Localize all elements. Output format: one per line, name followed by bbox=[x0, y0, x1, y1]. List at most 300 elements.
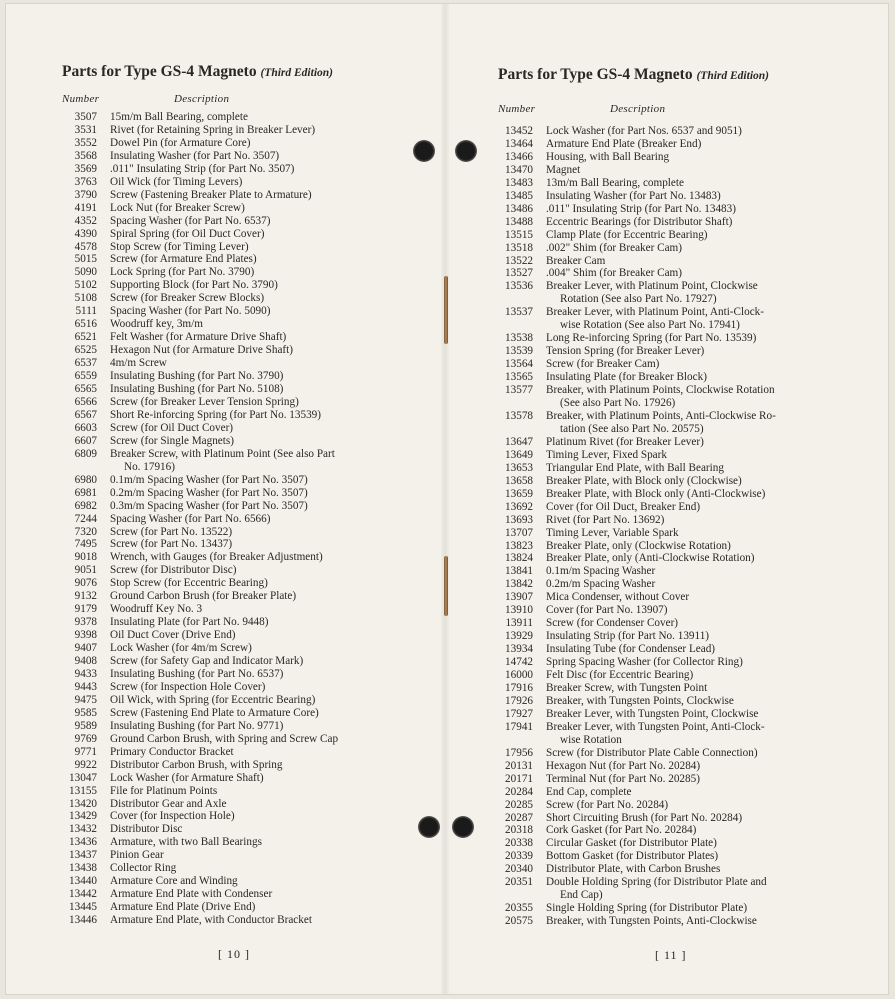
part-number: 13707 bbox=[505, 526, 533, 539]
part-number: 13537 bbox=[505, 306, 533, 319]
part-description bbox=[546, 514, 850, 527]
part-description bbox=[546, 760, 850, 773]
part-number: 13538 bbox=[505, 332, 533, 345]
part-number: 17926 bbox=[505, 694, 533, 707]
part-description bbox=[110, 655, 414, 668]
description-line: Screw (for Inspection Hole Cover) bbox=[110, 680, 266, 693]
part-description bbox=[110, 707, 414, 720]
part-number: 6521 bbox=[74, 331, 97, 344]
part-row bbox=[62, 409, 414, 422]
part-description bbox=[110, 590, 414, 603]
part-row bbox=[498, 656, 850, 669]
description-column-header: Description bbox=[610, 103, 666, 115]
part-description bbox=[110, 577, 414, 590]
part-number: 13539 bbox=[505, 345, 533, 358]
description-line: No. 17916) bbox=[124, 460, 175, 473]
part-row bbox=[62, 253, 414, 266]
description-line: Insulating Washer (for Part No. 3507) bbox=[110, 149, 280, 162]
part-description bbox=[546, 540, 850, 553]
part-row bbox=[62, 707, 414, 720]
description-line: Rivet (for Part No. 13692) bbox=[546, 513, 665, 526]
part-number: 20355 bbox=[505, 902, 533, 915]
description-line: Cover (for Part No. 13907) bbox=[546, 604, 668, 617]
part-description bbox=[546, 371, 850, 384]
part-description bbox=[546, 747, 850, 760]
description-line: Screw (for Breaker Cam) bbox=[546, 358, 660, 371]
description-line: .004" Shim (for Breaker Cam) bbox=[546, 267, 682, 280]
part-row bbox=[62, 357, 414, 370]
description-line: Double Holding Spring (for Distributor Plate and bbox=[546, 876, 767, 889]
part-description bbox=[546, 643, 850, 656]
part-row bbox=[62, 642, 414, 655]
part-description bbox=[110, 111, 414, 124]
part-row bbox=[62, 176, 414, 189]
description-line: Insulating Bushing (for Part No. 6537) bbox=[110, 667, 284, 680]
description-line: Lock Washer (for Part Nos. 6537 and 9051) bbox=[546, 125, 742, 137]
part-description bbox=[110, 733, 414, 746]
description-line: Insulating Bushing (for Part No. 3790) bbox=[110, 370, 284, 383]
part-number: 6565 bbox=[74, 383, 97, 396]
part-description bbox=[546, 552, 850, 565]
part-row bbox=[62, 487, 414, 500]
part-number: 6567 bbox=[74, 408, 97, 421]
part-description bbox=[110, 849, 414, 862]
part-number: 9433 bbox=[74, 667, 97, 680]
part-description bbox=[110, 603, 414, 616]
part-number: 9771 bbox=[74, 745, 97, 758]
description-line: Oil Duct Cover (Drive End) bbox=[110, 629, 236, 642]
part-description bbox=[110, 409, 414, 422]
part-description bbox=[546, 138, 850, 151]
part-row bbox=[62, 266, 414, 279]
part-description bbox=[110, 150, 414, 163]
part-row bbox=[498, 876, 850, 902]
part-row bbox=[62, 733, 414, 746]
part-row bbox=[62, 513, 414, 526]
part-description bbox=[110, 823, 414, 836]
part-row bbox=[498, 280, 850, 306]
description-line: Armature End Plate (Breaker End) bbox=[546, 137, 702, 150]
part-number: 3568 bbox=[74, 149, 97, 162]
description-line: Screw (for Safety Gap and Indicator Mark) bbox=[110, 655, 304, 668]
part-description bbox=[110, 253, 414, 266]
part-number: 3790 bbox=[74, 188, 97, 201]
part-description bbox=[546, 527, 850, 540]
description-line: Armature, with two Ball Bearings bbox=[110, 836, 262, 849]
part-description bbox=[110, 474, 414, 487]
part-row bbox=[498, 617, 850, 630]
part-number: 13515 bbox=[505, 228, 533, 241]
description-line: Screw (for Armature End Plates) bbox=[110, 253, 257, 266]
part-row bbox=[62, 836, 414, 849]
part-description bbox=[110, 668, 414, 681]
part-number: 9076 bbox=[74, 577, 97, 590]
part-row bbox=[62, 564, 414, 577]
description-line: 0.1m/m Spacing Washer (for Part No. 3507) bbox=[110, 473, 308, 486]
part-number: 9407 bbox=[74, 642, 97, 655]
description-line: .002" Shim (for Breaker Cam) bbox=[546, 241, 682, 254]
part-number: 5015 bbox=[74, 253, 97, 266]
part-description bbox=[110, 681, 414, 694]
part-number: 7495 bbox=[74, 538, 97, 551]
part-description bbox=[546, 837, 850, 850]
part-number: 9378 bbox=[74, 616, 97, 629]
part-description bbox=[546, 773, 850, 786]
part-row bbox=[498, 799, 850, 812]
part-row bbox=[498, 591, 850, 604]
part-number: 13047 bbox=[69, 771, 97, 784]
description-line: Stop Screw (for Eccentric Bearing) bbox=[110, 577, 268, 590]
part-description bbox=[546, 345, 850, 358]
part-number: 13578 bbox=[505, 409, 533, 422]
description-line: Lock Washer (for 4m/m Screw) bbox=[110, 642, 252, 655]
part-number: 5090 bbox=[74, 266, 97, 279]
part-description bbox=[110, 266, 414, 279]
part-row bbox=[498, 669, 850, 682]
description-line: Screw (for Breaker Lever Tension Spring) bbox=[110, 395, 299, 408]
description-line: 0.3m/m Spacing Washer (for Part No. 3507) bbox=[110, 499, 308, 512]
part-description bbox=[110, 487, 414, 500]
description-line: (See also Part No. 17926) bbox=[560, 397, 676, 410]
description-line: Screw (for Single Magnets) bbox=[110, 434, 234, 447]
part-number: 13429 bbox=[69, 810, 97, 823]
part-number: 13442 bbox=[69, 888, 97, 901]
description-line: Felt Washer (for Armature Drive Shaft) bbox=[110, 331, 287, 344]
part-number: 13486 bbox=[505, 202, 533, 215]
part-description bbox=[110, 241, 414, 254]
description-line: Terminal Nut (for Part No. 20285) bbox=[546, 772, 700, 785]
part-row bbox=[498, 345, 850, 358]
description-line: Platinum Rivet (for Breaker Lever) bbox=[546, 435, 704, 448]
description-line: 15m/m Ball Bearing, complete bbox=[110, 111, 248, 123]
part-row bbox=[498, 462, 850, 475]
binding-hole bbox=[418, 816, 440, 838]
part-description bbox=[110, 538, 414, 551]
description-line: Mica Condenser, without Cover bbox=[546, 591, 690, 604]
description-line: Rivet (for Retaining Spring in Breaker Lever) bbox=[110, 123, 316, 136]
part-number: 17916 bbox=[505, 681, 533, 694]
part-number: 13440 bbox=[69, 875, 97, 888]
part-number: 13536 bbox=[505, 280, 533, 293]
description-line: Stop Screw (for Timing Lever) bbox=[110, 240, 249, 253]
description-line: Screw (for Distributor Plate Cable Connection) bbox=[546, 746, 758, 759]
part-description bbox=[546, 786, 850, 799]
description-line: 0.1m/m Spacing Washer bbox=[546, 565, 656, 578]
part-description bbox=[110, 124, 414, 137]
part-row bbox=[498, 138, 850, 151]
description-line: Wrench, with Gauges (for Breaker Adjustment) bbox=[110, 551, 323, 564]
part-number: 13518 bbox=[505, 241, 533, 254]
part-row bbox=[498, 488, 850, 501]
part-number: 13842 bbox=[505, 578, 533, 591]
part-number: 20338 bbox=[505, 837, 533, 850]
part-row bbox=[62, 124, 414, 137]
part-description bbox=[546, 902, 850, 915]
part-description bbox=[110, 526, 414, 539]
part-row bbox=[498, 151, 850, 164]
description-line: Screw (for Breaker Screw Blocks) bbox=[110, 292, 265, 305]
description-line: Single Holding Spring (for Distributor Plate) bbox=[546, 902, 748, 915]
part-number: 13155 bbox=[69, 784, 97, 797]
description-line: Woodruff Key No. 3 bbox=[110, 603, 203, 616]
part-row bbox=[62, 396, 414, 409]
part-description bbox=[110, 331, 414, 344]
part-row bbox=[62, 344, 414, 357]
part-number: 20284 bbox=[505, 785, 533, 798]
description-line: Felt Disc (for Eccentric Bearing) bbox=[546, 669, 694, 682]
part-number: 20285 bbox=[505, 798, 533, 811]
part-description bbox=[546, 578, 850, 591]
part-number: 9585 bbox=[74, 706, 97, 719]
part-description bbox=[546, 565, 850, 578]
description-line: Breaker, with Tungsten Points, Clockwise bbox=[546, 694, 734, 707]
description-line: Screw (Fastening Breaker Plate to Armature) bbox=[110, 188, 312, 201]
part-row bbox=[498, 708, 850, 721]
part-row bbox=[62, 655, 414, 668]
part-number: 9408 bbox=[74, 655, 97, 668]
part-description bbox=[110, 901, 414, 914]
part-description bbox=[546, 850, 850, 863]
part-row bbox=[498, 747, 850, 760]
part-row bbox=[62, 862, 414, 875]
part-row bbox=[62, 318, 414, 331]
part-description bbox=[110, 344, 414, 357]
description-line: Screw (for Oil Duct Cover) bbox=[110, 421, 234, 434]
part-number: 13527 bbox=[505, 267, 533, 280]
description-line: Short Re-inforcing Spring (for Part No. 13539) bbox=[110, 408, 321, 421]
part-number: 7244 bbox=[74, 512, 97, 525]
description-line: Distributor Plate, with Carbon Brushes bbox=[546, 863, 721, 876]
part-description bbox=[546, 255, 850, 268]
part-number: 13653 bbox=[505, 461, 533, 474]
description-line: Pinion Gear bbox=[110, 849, 164, 862]
part-description bbox=[110, 202, 414, 215]
part-description bbox=[110, 279, 414, 292]
part-row bbox=[62, 370, 414, 383]
part-number: 9398 bbox=[74, 629, 97, 642]
part-description bbox=[110, 914, 414, 927]
description-line: Oil Wick, with Spring (for Eccentric Bearing) bbox=[110, 693, 316, 706]
part-number: 6607 bbox=[74, 434, 97, 447]
part-description bbox=[110, 305, 414, 318]
part-description bbox=[546, 177, 850, 190]
part-row bbox=[498, 242, 850, 255]
description-line: Breaker, with Platinum Points, Anti-Clockwise Ro- bbox=[546, 409, 776, 422]
part-description bbox=[546, 410, 850, 436]
part-row bbox=[498, 125, 850, 138]
part-row bbox=[62, 448, 414, 474]
part-number: 13438 bbox=[69, 862, 97, 875]
description-line: Cork Gasket (for Part No. 20284) bbox=[546, 824, 697, 837]
part-number: 20171 bbox=[505, 772, 533, 785]
description-line: Magnet bbox=[546, 163, 581, 176]
description-line: Breaker Plate, with Block only (Clockwise) bbox=[546, 474, 742, 487]
description-line: Breaker Plate, only (Anti-Clockwise Rotation) bbox=[546, 552, 755, 565]
number-column-header: Number bbox=[62, 93, 100, 105]
part-description bbox=[546, 591, 850, 604]
part-description bbox=[546, 151, 850, 164]
part-row bbox=[62, 720, 414, 733]
description-line: Breaker Screw, with Platinum Point (See also Part bbox=[110, 447, 335, 460]
part-row bbox=[62, 500, 414, 513]
part-row bbox=[498, 371, 850, 384]
description-line: Spiral Spring (for Oil Duct Cover) bbox=[110, 227, 265, 240]
part-description bbox=[110, 720, 414, 733]
part-description bbox=[546, 708, 850, 721]
description-line: Armature Core and Winding bbox=[110, 875, 238, 888]
part-description bbox=[110, 163, 414, 176]
description-line: Rotation (See also Part No. 17927) bbox=[560, 293, 717, 306]
part-number: 13907 bbox=[505, 591, 533, 604]
description-line: End Cap, complete bbox=[546, 785, 632, 798]
part-number: 20318 bbox=[505, 824, 533, 837]
description-line: Hexagon Nut (for Armature Drive Shaft) bbox=[110, 344, 293, 357]
binding-hole bbox=[455, 140, 477, 162]
part-description bbox=[110, 642, 414, 655]
part-row bbox=[498, 449, 850, 462]
description-line: Screw (Fastening End Plate to Armature Core) bbox=[110, 706, 319, 719]
part-number: 13485 bbox=[505, 189, 533, 202]
part-description bbox=[546, 799, 850, 812]
part-row bbox=[498, 682, 850, 695]
part-row bbox=[62, 694, 414, 707]
part-description bbox=[110, 836, 414, 849]
description-line: Oil Wick (for Timing Levers) bbox=[110, 175, 243, 188]
part-row bbox=[498, 630, 850, 643]
description-line: Hexagon Nut (for Part No. 20284) bbox=[546, 759, 701, 772]
part-description bbox=[546, 604, 850, 617]
part-number: 6537 bbox=[74, 357, 97, 370]
part-number: 13841 bbox=[505, 565, 533, 578]
part-description bbox=[110, 383, 414, 396]
part-number: 13464 bbox=[505, 137, 533, 150]
description-line: Woodruff key, 3m/m bbox=[110, 318, 203, 331]
description-line: Breaker Plate, only (Clockwise Rotation) bbox=[546, 539, 731, 552]
part-number: 13470 bbox=[505, 163, 533, 176]
description-line: wise Rotation (See also Part No. 17941) bbox=[560, 319, 740, 332]
part-number: 20351 bbox=[505, 876, 533, 889]
description-line: Insulating Washer (for Part No. 13483) bbox=[546, 189, 721, 202]
part-description bbox=[110, 318, 414, 331]
part-description bbox=[546, 267, 850, 280]
part-number: 4390 bbox=[74, 227, 97, 240]
part-row bbox=[62, 823, 414, 836]
part-description bbox=[546, 462, 850, 475]
part-row bbox=[62, 577, 414, 590]
part-row bbox=[62, 746, 414, 759]
part-description bbox=[110, 862, 414, 875]
description-line: Long Re-inforcing Spring (for Part No. 13539) bbox=[546, 332, 757, 345]
description-line: Timing Lever, Fixed Spark bbox=[546, 448, 667, 461]
part-number: 13445 bbox=[69, 901, 97, 914]
part-row bbox=[498, 358, 850, 371]
description-line: tation (See also Part No. 20575) bbox=[560, 422, 704, 435]
part-row bbox=[498, 721, 850, 747]
part-description bbox=[110, 798, 414, 811]
part-number: 13436 bbox=[69, 836, 97, 849]
part-number: 13432 bbox=[69, 823, 97, 836]
description-line: 13m/m Ball Bearing, complete bbox=[546, 176, 684, 189]
part-description bbox=[546, 682, 850, 695]
part-number: 3763 bbox=[74, 175, 97, 188]
description-line: Insulating Tube (for Condenser Lead) bbox=[546, 643, 716, 656]
part-number: 4352 bbox=[74, 214, 97, 227]
part-row bbox=[62, 901, 414, 914]
description-line: Screw (for Condenser Cover) bbox=[546, 617, 679, 630]
part-row bbox=[498, 540, 850, 553]
description-line: File for Platinum Points bbox=[110, 784, 218, 797]
part-row bbox=[498, 824, 850, 837]
part-description bbox=[546, 863, 850, 876]
part-description bbox=[110, 875, 414, 888]
part-number: 16000 bbox=[505, 669, 533, 682]
part-row bbox=[62, 888, 414, 901]
part-row bbox=[62, 759, 414, 772]
part-number: 13483 bbox=[505, 176, 533, 189]
description-line: Breaker Screw, with Tungsten Point bbox=[546, 681, 708, 694]
part-number: 6559 bbox=[74, 370, 97, 383]
part-row bbox=[498, 501, 850, 514]
part-description bbox=[110, 422, 414, 435]
part-number: 6982 bbox=[74, 499, 97, 512]
part-number: 3507 bbox=[74, 111, 97, 123]
part-description bbox=[546, 164, 850, 177]
part-number: 6525 bbox=[74, 344, 97, 357]
part-number: 5108 bbox=[74, 292, 97, 305]
page-number: [ 10 ] bbox=[218, 947, 250, 961]
part-number: 17927 bbox=[505, 707, 533, 720]
description-line: Cover (for Inspection Hole) bbox=[110, 810, 235, 823]
part-number: 6516 bbox=[74, 318, 97, 331]
part-row bbox=[498, 384, 850, 410]
description-line: End Cap) bbox=[560, 889, 603, 902]
part-number: 9443 bbox=[74, 680, 97, 693]
part-row bbox=[498, 695, 850, 708]
part-row bbox=[498, 863, 850, 876]
description-line: Spacing Washer (for Part No. 6537) bbox=[110, 214, 271, 227]
part-description bbox=[546, 630, 850, 643]
description-line: .011" Insulating Strip (for Part No. 3507) bbox=[110, 162, 295, 175]
description-column-header: Description bbox=[174, 93, 230, 105]
part-row bbox=[62, 875, 414, 888]
description-line: Insulating Plate (for Breaker Block) bbox=[546, 371, 707, 384]
part-row bbox=[498, 760, 850, 773]
page-title: Parts for Type GS-4 Magneto (Third Edition) bbox=[62, 63, 333, 80]
part-row bbox=[498, 410, 850, 436]
part-number: 13420 bbox=[69, 797, 97, 810]
part-row bbox=[498, 773, 850, 786]
description-line: Clamp Plate (for Eccentric Bearing) bbox=[546, 228, 708, 241]
part-row bbox=[498, 306, 850, 332]
part-description bbox=[110, 785, 414, 798]
description-line: Collector Ring bbox=[110, 862, 177, 875]
part-description bbox=[110, 448, 414, 474]
part-number: 13659 bbox=[505, 487, 533, 500]
part-description bbox=[546, 449, 850, 462]
part-number: 17941 bbox=[505, 720, 533, 733]
part-number: 13823 bbox=[505, 539, 533, 552]
part-row bbox=[62, 383, 414, 396]
description-line: Housing, with Ball Bearing bbox=[546, 150, 670, 163]
description-line: Breaker Lever, with Platinum Point, Anti-Clock- bbox=[546, 306, 764, 319]
part-number: 9475 bbox=[74, 693, 97, 706]
part-row bbox=[498, 850, 850, 863]
part-number: 6809 bbox=[74, 447, 97, 460]
description-line: Armature End Plate, with Conductor Bracket bbox=[110, 914, 312, 927]
part-row bbox=[62, 228, 414, 241]
part-number: 13577 bbox=[505, 384, 533, 397]
part-number: 13564 bbox=[505, 358, 533, 371]
